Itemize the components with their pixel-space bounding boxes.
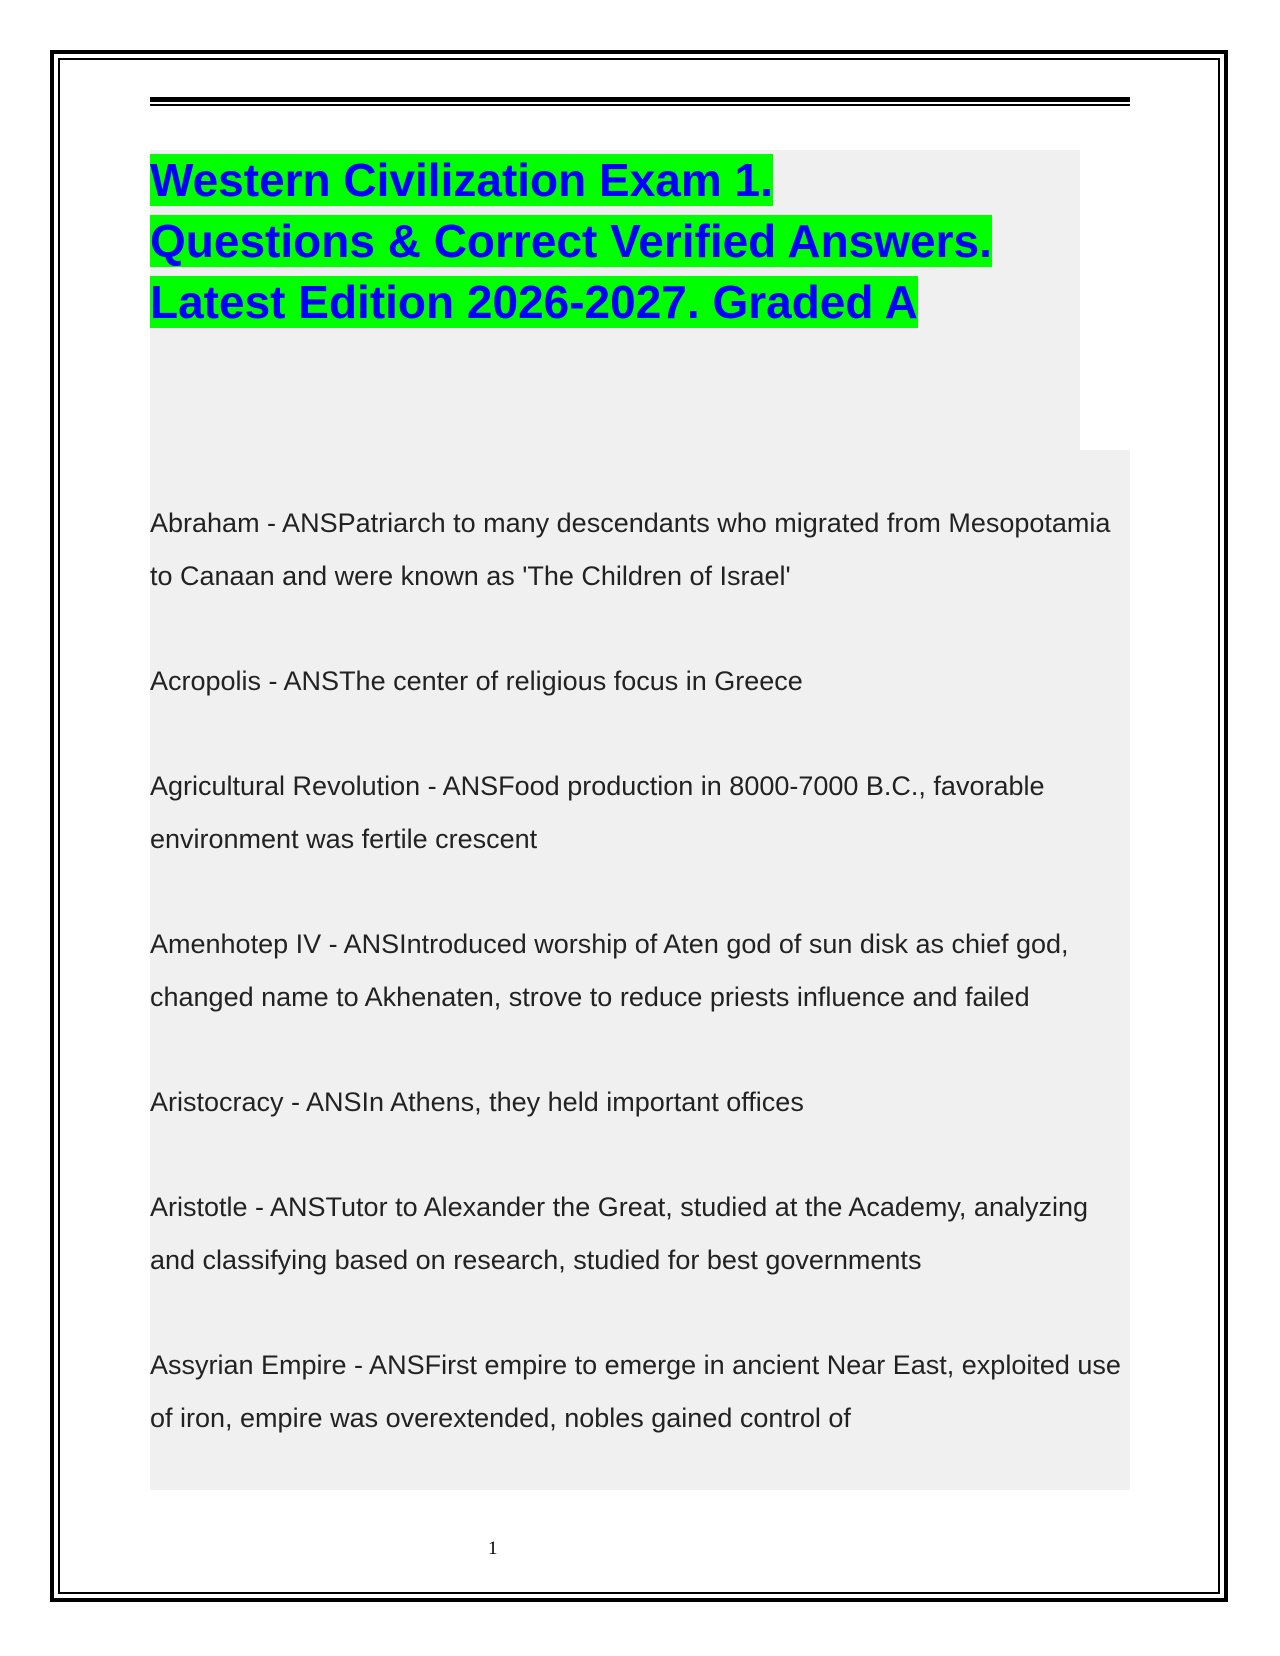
qa-entry-aristocracy: Aristocracy - ANSIn Athens, they held important offices xyxy=(150,1087,804,1117)
qa-entry-abraham: Abraham - ANSPatriarch to many descendants who migrated from Mesopotamia to Canaan and were known as 'The Children of Israel' xyxy=(150,508,1111,591)
header-rule-thick xyxy=(150,97,1130,102)
page-number: 1 xyxy=(488,1538,498,1559)
qa-entry-assyrian-empire: Assyrian Empire - ANSFirst empire to emerge in ancient Near East, exploited use of iron, empire was overextended, nobles gained control of xyxy=(150,1350,1121,1433)
qa-entry-amenhotep-iv: Amenhotep IV - ANSIntroduced worship of Aten god of sun disk as chief god, changed name to Akhenaten, strove to reduce priests influence and failed xyxy=(150,929,1069,1012)
qa-entry-aristotle: Aristotle - ANSTutor to Alexander the Great, studied at the Academy, analyzing and classifying based on research, studied for best governments xyxy=(150,1192,1088,1275)
title-line-3: Latest Edition 2026-2027. Graded A xyxy=(150,276,918,328)
qa-entry-acropolis: Acropolis - ANSThe center of religious focus in Greece xyxy=(150,666,803,696)
header-rule-thin xyxy=(150,104,1130,106)
title-line-1: Western Civilization Exam 1. xyxy=(150,154,773,206)
title-line-2: Questions & Correct Verified Answers. xyxy=(150,215,992,267)
document-title xyxy=(150,150,992,333)
qa-list xyxy=(150,497,1140,1445)
qa-entry-agricultural-revolution: Agricultural Revolution - ANSFood production in 8000-7000 B.C., favorable environment was fertile crescent xyxy=(150,771,1045,854)
